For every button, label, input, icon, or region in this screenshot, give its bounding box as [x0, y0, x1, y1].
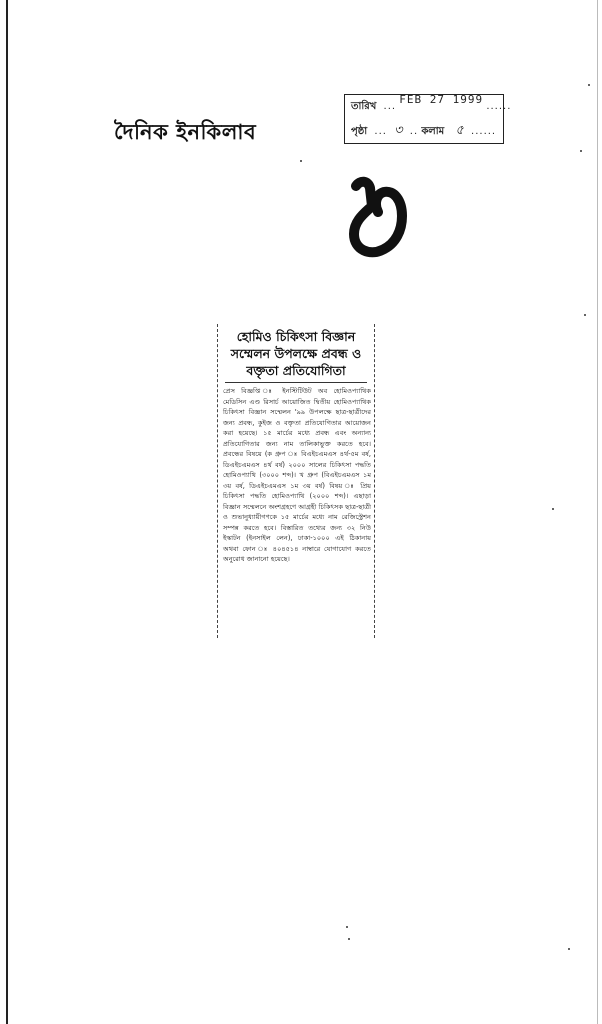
- stamp-column-label: কলাম: [421, 126, 445, 137]
- scan-left-edge: [6, 0, 8, 1024]
- scan-speck: [580, 150, 582, 152]
- newspaper-masthead: দৈনিক ইনকিলাব: [114, 119, 257, 144]
- stamp-column-value: ৫: [455, 123, 464, 138]
- scan-speck: [584, 314, 586, 316]
- scan-speck: [552, 508, 554, 510]
- handwritten-reference-number: [346, 176, 416, 260]
- scan-speck: [300, 160, 302, 162]
- news-clipping: [217, 324, 375, 638]
- scan-speck: [346, 926, 348, 928]
- article-headline: হোমিও চিকিৎসা বিজ্ঞান সম্মেলন উপলক্ষে প্রবন্ধ ও বক্তৃতা প্রতিযোগিতা: [230, 329, 362, 378]
- stamp-page-row: পৃষ্ঠা ... ৩ .. কলাম ৫ ......: [351, 123, 497, 138]
- scan-right-edge: [597, 0, 598, 1024]
- archive-stamp: [344, 93, 512, 144]
- scan-speck: [588, 84, 590, 86]
- stamp-date-row: তারিখ ... FEB 27 1999 ......: [351, 93, 512, 112]
- stamp-date-value: FEB 27 1999: [399, 93, 484, 106]
- headline-divider: [225, 382, 367, 383]
- stamp-page-label: পৃষ্ঠা: [351, 126, 368, 137]
- article-body: প্রেস বিজ্ঞপ্তি ঃ ইনস্টিটিউট অব হোমিওপ্যাথিক মেডিসিন এণ্ড রিসার্চ আয়োজিত দ্বিতীয় হোমিওপ্যাথিক চিকিৎসা বিজ্ঞান সম্মেলন '৯৯ উপলক্ষে ছাত্র-ছাত্রীদের জন্য প্রবন্ধ, কুইজ ও বক্তৃতা প্রতিযোগিতার আয়োজন করা হয়েছে। ১৫ মার্চের মধ্যে প্রবন্ধ এবং অন্যান্য প্রতিযোগিতার জন্য নাম তালিকাভুক্ত করতে হবে। প্রবন্ধের বিষয়ে (ক গ্রুপ ঃ বিএইচএমএস ৪র্থ-৫ম বর্ষ, ডিএইচএমএস ৪র্থ বর্ষ) ২০০০ সালের চিকিৎসা পদ্ধতি হোমিওপ্যাথি (৩০০০ শব্দ)। খ গ্রুপ (বিএইচএমএস ১ম ৩য় বর্ষ, ডিএইচএমএস ১ম ৩য় বর্ষ) বিষয় ঃ প্রিয় চিকিৎসা পদ্ধতি হোমিওপ্যাথি (২০০০ শব্দ)। এছাড়া বিজ্ঞান সম্মেলনে অংশগ্রহণে আগ্রহী চিকিৎসক ছাত্র-ছাত্রী ও শুভানুধ্যায়ীগণকে ১৫ মার্চের মধ্যে নাম রেজিস্ট্রেশন সম্পন্ন করতে হবে। বিস্তারিত তথ্যের জন্য ৩২ নিউ ইস্কাটন (ইনসাইল লেন), ঢাকা-১০০০ এই ঠিকানায় অথবা ফোন ঃ ৪০৪৫১৪ নাম্বারে যোগাযোগ করতে অনুরোধ জানানো হয়েছে।: [223, 387, 371, 563]
- stamp-date-label: তারিখ: [351, 101, 377, 112]
- stamp-page-value: ৩: [394, 123, 403, 138]
- scan-speck: [348, 938, 350, 940]
- scan-speck: [568, 948, 570, 950]
